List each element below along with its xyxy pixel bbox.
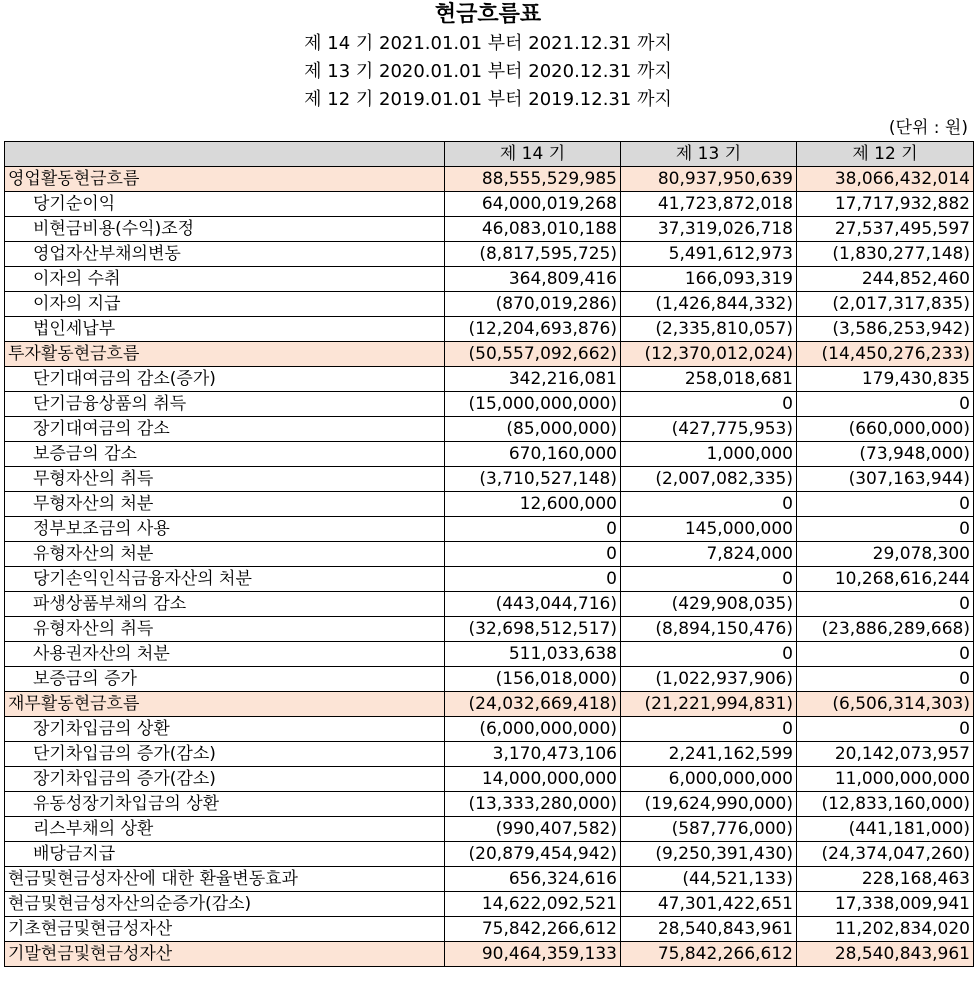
row-value: (2,007,082,335) [621, 467, 797, 492]
row-label: 당기손익인식금융자산의 처분 [5, 567, 445, 592]
row-value: 28,540,843,961 [621, 917, 797, 942]
row-value: (32,698,512,517) [445, 617, 621, 642]
row-value: (85,000,000) [445, 417, 621, 442]
row-value: 0 [621, 567, 797, 592]
row-value: 0 [797, 492, 974, 517]
row-value: 0 [621, 642, 797, 667]
row-value: (1,426,844,332) [621, 292, 797, 317]
row-value: 37,319,026,718 [621, 217, 797, 242]
document-header [0, 0, 976, 114]
section-row [5, 167, 974, 192]
document-title: 현금흐름표 [434, 2, 542, 27]
row-label: 장기차입금의 증가(감소) [5, 767, 445, 792]
row-value: (73,948,000) [797, 442, 974, 467]
row-value: (12,833,160,000) [797, 792, 974, 817]
row-value: (427,775,953) [621, 417, 797, 442]
row-label: 유동성장기차입금의 상환 [5, 792, 445, 817]
row-label: 이자의 수취 [5, 267, 445, 292]
row-value: 179,430,835 [797, 367, 974, 392]
table-row [5, 292, 974, 317]
table-row [5, 917, 974, 942]
row-label: 재무활동현금흐름 [5, 692, 445, 717]
row-value: 75,842,266,612 [445, 917, 621, 942]
row-label: 현금및현금성자산의순증가(감소) [5, 892, 445, 917]
cash-flow-table [4, 141, 974, 967]
table-row [5, 217, 974, 242]
row-value: 14,622,092,521 [445, 892, 621, 917]
row-value: (307,163,944) [797, 467, 974, 492]
row-label: 무형자산의 취득 [5, 467, 445, 492]
row-value: 145,000,000 [621, 517, 797, 542]
row-value: 10,268,616,244 [797, 567, 974, 592]
table-row [5, 567, 974, 592]
row-value: 1,000,000 [621, 442, 797, 467]
row-label: 단기대여금의 감소(증가) [5, 367, 445, 392]
row-value: 0 [797, 517, 974, 542]
table-row [5, 617, 974, 642]
row-value: (44,521,133) [621, 867, 797, 892]
row-value: 11,000,000,000 [797, 767, 974, 792]
table-row [5, 392, 974, 417]
table-row [5, 542, 974, 567]
table-row [5, 242, 974, 267]
period-line: 제 13 기 2020.01.01 부터 2020.12.31 까지 [304, 61, 672, 82]
row-value: 0 [797, 392, 974, 417]
row-value: (23,886,289,668) [797, 617, 974, 642]
row-value: (12,370,012,024) [621, 342, 797, 367]
row-value: 244,852,460 [797, 267, 974, 292]
row-label: 법인세납부 [5, 317, 445, 342]
row-value: 0 [621, 717, 797, 742]
table-row [5, 442, 974, 467]
row-label: 무형자산의 처분 [5, 492, 445, 517]
section-row [5, 342, 974, 367]
row-value: 166,093,319 [621, 267, 797, 292]
row-value: 228,168,463 [797, 867, 974, 892]
row-value: 46,083,010,188 [445, 217, 621, 242]
row-value: 7,824,000 [621, 542, 797, 567]
row-value: (156,018,000) [445, 667, 621, 692]
row-value: (50,557,092,662) [445, 342, 621, 367]
row-value: (2,335,810,057) [621, 317, 797, 342]
row-value: 0 [621, 392, 797, 417]
table-row [5, 367, 974, 392]
row-label: 정부보조금의 사용 [5, 517, 445, 542]
row-label: 이자의 지급 [5, 292, 445, 317]
row-label: 장기대여금의 감소 [5, 417, 445, 442]
row-label: 기말현금및현금성자산 [5, 942, 445, 967]
section-row [5, 692, 974, 717]
row-value: (12,204,693,876) [445, 317, 621, 342]
row-value: (14,450,276,233) [797, 342, 974, 367]
row-value: (9,250,391,430) [621, 842, 797, 867]
row-label: 리스부채의 상환 [5, 817, 445, 842]
row-label: 비현금비용(수익)조정 [5, 217, 445, 242]
row-value: 364,809,416 [445, 267, 621, 292]
row-value: (870,019,286) [445, 292, 621, 317]
row-label: 보증금의 증가 [5, 667, 445, 692]
table-row [5, 667, 974, 692]
row-value: (990,407,582) [445, 817, 621, 842]
row-value: (8,894,150,476) [621, 617, 797, 642]
row-label: 기초현금및현금성자산 [5, 917, 445, 942]
row-value: 5,491,612,973 [621, 242, 797, 267]
header-period-13: 제 13 기 [621, 142, 797, 167]
table-row [5, 717, 974, 742]
row-value: (19,624,990,000) [621, 792, 797, 817]
row-value: 511,033,638 [445, 642, 621, 667]
row-value: (2,017,317,835) [797, 292, 974, 317]
row-value: 14,000,000,000 [445, 767, 621, 792]
row-value: 27,537,495,597 [797, 217, 974, 242]
row-value: 2,241,162,599 [621, 742, 797, 767]
table-row [5, 417, 974, 442]
row-value: 64,000,019,268 [445, 192, 621, 217]
row-value: 41,723,872,018 [621, 192, 797, 217]
table-row [5, 892, 974, 917]
row-label: 사용권자산의 처분 [5, 642, 445, 667]
row-value: 88,555,529,985 [445, 167, 621, 192]
row-value: 656,324,616 [445, 867, 621, 892]
row-value: 0 [621, 492, 797, 517]
row-label: 보증금의 감소 [5, 442, 445, 467]
table-row [5, 492, 974, 517]
row-value: (21,221,994,831) [621, 692, 797, 717]
row-value: (3,710,527,148) [445, 467, 621, 492]
row-value: (24,374,047,260) [797, 842, 974, 867]
row-value: 12,600,000 [445, 492, 621, 517]
row-value: 20,142,073,957 [797, 742, 974, 767]
header-label-cell [5, 142, 445, 167]
row-value: 38,066,432,014 [797, 167, 974, 192]
row-value: 258,018,681 [621, 367, 797, 392]
row-value: 90,464,359,133 [445, 942, 621, 967]
table-header-row [5, 142, 974, 167]
row-value: 0 [445, 542, 621, 567]
row-label: 유형자산의 처분 [5, 542, 445, 567]
table-row [5, 592, 974, 617]
row-value: 75,842,266,612 [621, 942, 797, 967]
row-value: 28,540,843,961 [797, 942, 974, 967]
row-value: (8,817,595,725) [445, 242, 621, 267]
table-row [5, 842, 974, 867]
row-value: (587,776,000) [621, 817, 797, 842]
row-value: 342,216,081 [445, 367, 621, 392]
row-value: 29,078,300 [797, 542, 974, 567]
row-value: 17,717,932,882 [797, 192, 974, 217]
row-value: 3,170,473,106 [445, 742, 621, 767]
row-label: 영업자산부채의변동 [5, 242, 445, 267]
unit-label: (단위 : 원) [888, 118, 968, 138]
row-value: 0 [797, 642, 974, 667]
period-line: 제 12 기 2019.01.01 부터 2019.12.31 까지 [304, 89, 672, 110]
row-value: (1,830,277,148) [797, 242, 974, 267]
header-period-12: 제 12 기 [797, 142, 974, 167]
section-row [5, 942, 974, 967]
row-value: 47,301,422,651 [621, 892, 797, 917]
row-value: (13,333,280,000) [445, 792, 621, 817]
period-line: 제 14 기 2021.01.01 부터 2021.12.31 까지 [304, 33, 672, 54]
row-value: (24,032,669,418) [445, 692, 621, 717]
row-value: 11,202,834,020 [797, 917, 974, 942]
row-value: 0 [797, 667, 974, 692]
row-value: (20,879,454,942) [445, 842, 621, 867]
row-value: 6,000,000,000 [621, 767, 797, 792]
table-row [5, 742, 974, 767]
table-row [5, 767, 974, 792]
row-label: 파생상품부채의 감소 [5, 592, 445, 617]
row-value: (15,000,000,000) [445, 392, 621, 417]
row-label: 단기차입금의 증가(감소) [5, 742, 445, 767]
row-value: 80,937,950,639 [621, 167, 797, 192]
row-value: (660,000,000) [797, 417, 974, 442]
row-value: (443,044,716) [445, 592, 621, 617]
table-row [5, 317, 974, 342]
header-period-14: 제 14 기 [445, 142, 621, 167]
row-label: 단기금융상품의 취득 [5, 392, 445, 417]
row-value: 0 [445, 517, 621, 542]
table-row [5, 192, 974, 217]
row-label: 당기순이익 [5, 192, 445, 217]
row-value: 670,160,000 [445, 442, 621, 467]
row-value: 0 [445, 567, 621, 592]
row-value: (441,181,000) [797, 817, 974, 842]
row-label: 장기차입금의 상환 [5, 717, 445, 742]
row-label: 투자활동현금흐름 [5, 342, 445, 367]
table-row [5, 792, 974, 817]
row-label: 배당금지급 [5, 842, 445, 867]
row-value: (1,022,937,906) [621, 667, 797, 692]
row-value: (3,586,253,942) [797, 317, 974, 342]
row-value: 0 [797, 717, 974, 742]
table-row [5, 642, 974, 667]
table-row [5, 267, 974, 292]
table-row [5, 517, 974, 542]
row-label: 영업활동현금흐름 [5, 167, 445, 192]
row-label: 현금및현금성자산에 대한 환율변동효과 [5, 867, 445, 892]
table-row [5, 867, 974, 892]
row-value: (6,506,314,303) [797, 692, 974, 717]
row-value: 0 [797, 592, 974, 617]
row-value: (429,908,035) [621, 592, 797, 617]
row-value: 17,338,009,941 [797, 892, 974, 917]
row-value: (6,000,000,000) [445, 717, 621, 742]
row-label: 유형자산의 취득 [5, 617, 445, 642]
table-row [5, 817, 974, 842]
table-row [5, 467, 974, 492]
